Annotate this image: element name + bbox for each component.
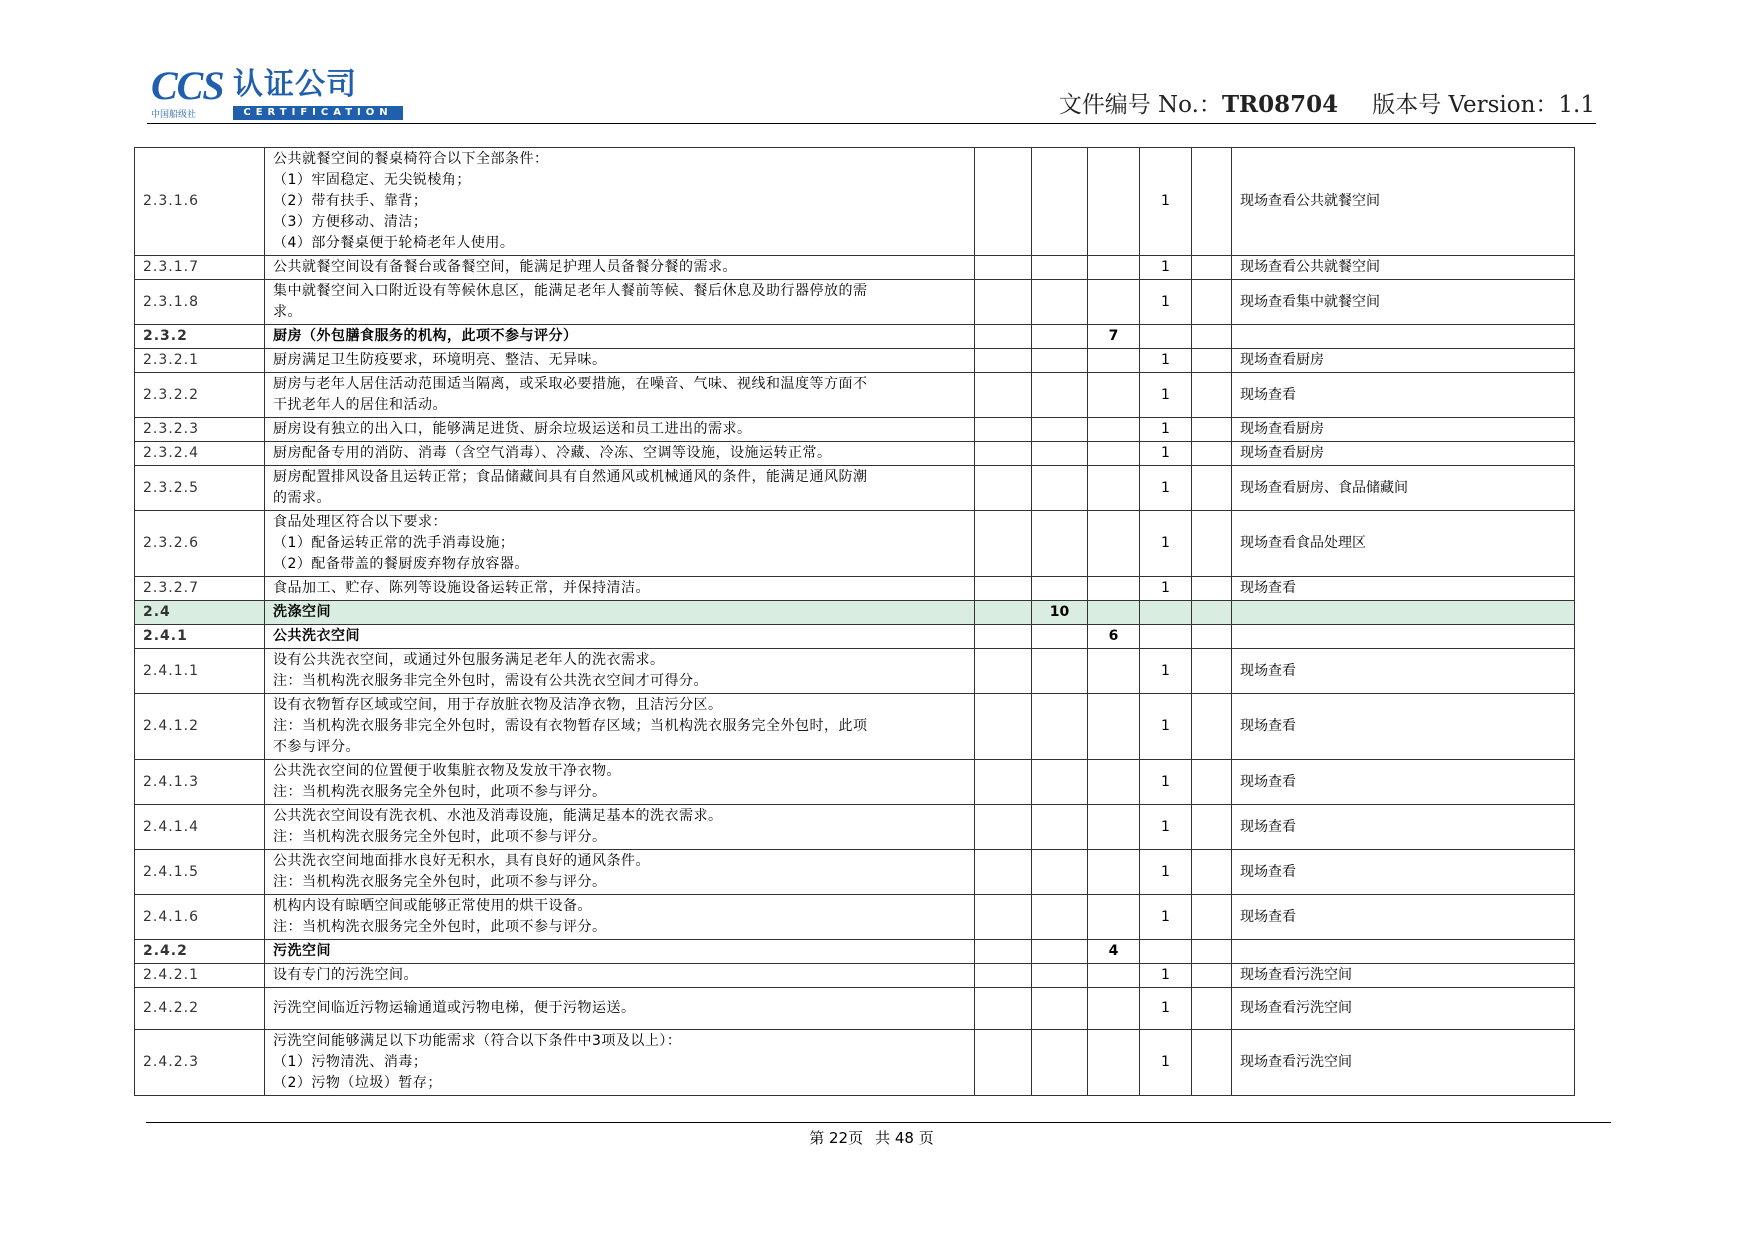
verification-method: 现场查看污洗空间 [1232,988,1575,1030]
item-criterion [265,418,975,442]
subcategory-score [1088,805,1140,850]
criterion-line: 设有衣物暂存区域或空间，用于存放脏衣物及洁净衣物，且洁污分区。 [273,697,723,713]
item-code: 2.3.2.7 [135,577,265,601]
table-row [135,964,1575,988]
item-code: 2.3.2.1 [135,349,265,373]
ccs-logo [151,63,403,122]
item-score: 1 [1140,511,1192,577]
category-score [1032,895,1088,940]
item-code: 2.3.1.8 [135,280,265,325]
item-code: 2.3.2 [135,325,265,349]
score-col-5 [1192,148,1232,256]
category-score [1032,694,1088,760]
score-col-1 [975,349,1032,373]
subcategory-score [1088,148,1140,256]
table-row [135,349,1575,373]
subcategory-score [1088,649,1140,694]
score-col-5 [1192,1030,1232,1096]
criterion-line: 洗涤空间 [273,604,331,620]
score-col-5 [1192,256,1232,280]
criterion-line: （1）污物清洗、消毒； [273,1054,428,1070]
item-score: 1 [1140,1030,1192,1096]
score-col-1 [975,988,1032,1030]
score-col-1 [975,511,1032,577]
verification-method: 现场查看 [1232,850,1575,895]
item-score: 1 [1140,694,1192,760]
category-score [1032,148,1088,256]
item-score: 1 [1140,148,1192,256]
score-col-1 [975,694,1032,760]
verification-method: 现场查看公共就餐空间 [1232,256,1575,280]
criterion-line: 厨房满足卫生防疫要求，环境明亮、整洁、无异味。 [273,352,607,368]
criterion-line: 公共洗衣空间设有洗衣机、水池及消毒设施，能满足基本的洗衣需求。 [273,808,723,824]
criterion-line: 公共就餐空间设有备餐台或备餐空间，能满足护理人员备餐分餐的需求。 [273,259,737,275]
table-row [135,940,1575,964]
criterion-line: 污洗空间 [273,943,331,959]
item-score: 1 [1140,280,1192,325]
item-score: 1 [1140,805,1192,850]
item-criterion [265,805,975,850]
page-number [0,1127,1743,1149]
table-row [135,148,1575,256]
page-total: 共 48 页 [875,1129,934,1147]
category-score [1032,256,1088,280]
table-row [135,280,1575,325]
score-col-1 [975,964,1032,988]
verification-method: 现场查看 [1232,895,1575,940]
score-col-5 [1192,442,1232,466]
table-row [135,325,1575,349]
document-number [1059,90,1595,120]
category-score [1032,805,1088,850]
logo-ccs-text: CCS [151,63,224,108]
score-col-1 [975,940,1032,964]
criterion-line: 厨房配置排风设备且运转正常；食品储藏间具有自然通风或机械通风的条件，能满足通风防潮 [273,469,868,485]
subcategory-score [1088,694,1140,760]
doc-no-label: 文件编号 No.： [1058,92,1222,118]
item-criterion [265,511,975,577]
score-col-5 [1192,895,1232,940]
item-score [1140,601,1192,625]
score-col-1 [975,256,1032,280]
item-score: 1 [1140,466,1192,511]
criterion-line: 的需求。 [273,490,331,506]
category-score [1032,964,1088,988]
verification-method: 现场查看 [1232,373,1575,418]
criterion-line: 设有公共洗衣空间，或通过外包服务满足老年人的洗衣需求。 [273,652,665,668]
item-criterion [265,442,975,466]
item-score: 1 [1140,988,1192,1030]
category-score [1032,442,1088,466]
score-col-5 [1192,940,1232,964]
category-score [1032,1030,1088,1096]
subcategory-score [1088,349,1140,373]
table-row [135,418,1575,442]
item-criterion [265,601,975,625]
criterion-line: 注：当机构洗衣服务完全外包时，此项不参与评分。 [273,874,607,890]
logo-certification-band: CERTIFICATION [233,106,403,120]
criterion-line: 公共洗衣空间 [273,628,360,644]
category-score [1032,373,1088,418]
score-col-1 [975,577,1032,601]
criterion-line: 厨房配备专用的消防、消毒（含空气消毒）、冷藏、冷冻、空调等设施，设施运转正常。 [273,445,832,461]
criterion-line: 污洗空间临近污物运输通道或污物电梯，便于污物运送。 [273,1000,636,1016]
page-current: 第 22页 [809,1129,864,1147]
criterion-line: （3）方便移动、清洁； [273,214,428,230]
criterion-line: 厨房（外包膳食服务的机构，此项不参与评分） [273,328,578,344]
verification-method: 现场查看厨房、食品储藏间 [1232,466,1575,511]
subcategory-score: 6 [1088,625,1140,649]
item-criterion [265,988,975,1030]
category-score [1032,940,1088,964]
score-col-5 [1192,373,1232,418]
verification-method: 现场查看公共就餐空间 [1232,148,1575,256]
criterion-line: 注：当机构洗衣服务完全外包时，此项不参与评分。 [273,919,607,935]
verification-method: 现场查看厨房 [1232,349,1575,373]
item-score: 1 [1140,373,1192,418]
score-col-1 [975,466,1032,511]
criterion-line: 集中就餐空间入口附近设有等候休息区，能满足老年人餐前等候、餐后休息及助行器停放的需 [273,283,868,299]
subcategory-score [1088,988,1140,1030]
item-code: 2.4.1.5 [135,850,265,895]
subcategory-score [1088,850,1140,895]
verification-method: 现场查看厨房 [1232,418,1575,442]
verification-method [1232,940,1575,964]
score-col-1 [975,148,1032,256]
item-code: 2.3.2.2 [135,373,265,418]
subcategory-score [1088,760,1140,805]
item-code: 2.4.2 [135,940,265,964]
score-col-5 [1192,466,1232,511]
score-col-1 [975,280,1032,325]
item-code: 2.4.2.1 [135,964,265,988]
verification-method: 现场查看集中就餐空间 [1232,280,1575,325]
item-code: 2.4.2.3 [135,1030,265,1096]
item-code: 2.4.1 [135,625,265,649]
criterion-line: 不参与评分。 [273,739,360,755]
table-row [135,373,1575,418]
criterion-line: （2）配备带盖的餐厨废弃物存放容器。 [273,556,529,572]
table-row [135,625,1575,649]
score-col-1 [975,601,1032,625]
score-col-5 [1192,850,1232,895]
score-col-5 [1192,625,1232,649]
subcategory-score: 7 [1088,325,1140,349]
item-code: 2.4.1.4 [135,805,265,850]
item-code: 2.3.1.7 [135,256,265,280]
score-col-5 [1192,760,1232,805]
item-criterion [265,625,975,649]
score-col-5 [1192,325,1232,349]
criterion-line: 注：当机构洗衣服务完全外包时，此项不参与评分。 [273,829,607,845]
score-col-5 [1192,349,1232,373]
item-criterion [265,466,975,511]
table-row [135,649,1575,694]
subcategory-score [1088,895,1140,940]
subcategory-score [1088,511,1140,577]
category-score [1032,349,1088,373]
criterion-line: 求。 [273,304,302,320]
doc-no-value: TR08704 [1221,91,1339,118]
table-row [135,256,1575,280]
score-col-1 [975,850,1032,895]
criterion-line: 食品加工、贮存、陈列等设施设备运转正常，并保持清洁。 [273,580,650,596]
score-col-1 [975,895,1032,940]
verification-method: 现场查看食品处理区 [1232,511,1575,577]
item-score: 1 [1140,649,1192,694]
verification-method: 现场查看 [1232,577,1575,601]
score-col-1 [975,373,1032,418]
score-col-1 [975,625,1032,649]
subcategory-score [1088,1030,1140,1096]
item-score: 1 [1140,418,1192,442]
category-score [1032,418,1088,442]
subcategory-score [1088,577,1140,601]
table-row [135,442,1575,466]
verification-method: 现场查看厨房 [1232,442,1575,466]
item-criterion [265,895,975,940]
criterion-line: 公共就餐空间的餐桌椅符合以下全部条件： [273,151,549,167]
score-col-5 [1192,418,1232,442]
item-criterion [265,325,975,349]
table-row [135,988,1575,1030]
score-col-5 [1192,964,1232,988]
table-row [135,466,1575,511]
score-col-1 [975,325,1032,349]
evaluation-table [134,147,1575,1096]
subcategory-score [1088,418,1140,442]
item-criterion [265,649,975,694]
criterion-line: 注：当机构洗衣服务非完全外包时，需设有公共洗衣空间才可得分。 [273,673,708,689]
criterion-line: （2）污物（垃圾）暂存； [273,1075,442,1091]
table-row [135,760,1575,805]
verification-method [1232,625,1575,649]
category-score [1032,325,1088,349]
category-score [1032,466,1088,511]
item-criterion [265,280,975,325]
criterion-line: （4）部分餐桌便于轮椅老年人使用。 [273,235,515,251]
item-code: 2.4.2.2 [135,988,265,1030]
item-code: 2.3.2.3 [135,418,265,442]
header-divider [147,123,1596,124]
criterion-line: （1）配备运转正常的洗手消毒设施； [273,535,515,551]
category-score [1032,760,1088,805]
item-score [1140,325,1192,349]
table-body [135,148,1575,1096]
item-criterion [265,256,975,280]
table-row [135,511,1575,577]
score-col-5 [1192,988,1232,1030]
criterion-line: 厨房设有独立的出入口，能够满足进货、厨余垃圾运送和员工进出的需求。 [273,421,752,437]
category-score [1032,988,1088,1030]
category-score [1032,577,1088,601]
item-criterion [265,850,975,895]
score-col-1 [975,442,1032,466]
verification-method: 现场查看 [1232,694,1575,760]
item-score [1140,940,1192,964]
criterion-line: 机构内设有晾晒空间或能够正常使用的烘干设备。 [273,898,592,914]
table-row [135,577,1575,601]
score-col-5 [1192,805,1232,850]
verification-method: 现场查看 [1232,805,1575,850]
criterion-line: 注：当机构洗衣服务非完全外包时，需设有衣物暂存区域；当机构洗衣服务完全外包时，此项 [273,718,868,734]
criterion-line: 厨房与老年人居住活动范围适当隔离，或采取必要措施，在噪音、气味、视线和温度等方面不 [273,376,868,392]
criterion-line: 食品处理区符合以下要求： [273,514,447,530]
item-criterion [265,760,975,805]
verification-method: 现场查看污洗空间 [1232,1030,1575,1096]
item-score: 1 [1140,349,1192,373]
doc-version: 版本号 Version：1.1 [1372,92,1595,118]
subcategory-score [1088,280,1140,325]
table-row [135,601,1575,625]
item-criterion [265,1030,975,1096]
item-code: 2.4 [135,601,265,625]
item-score: 1 [1140,850,1192,895]
criterion-line: 干扰老年人的居住和活动。 [273,397,447,413]
score-col-1 [975,805,1032,850]
item-code: 2.3.1.6 [135,148,265,256]
table-row [135,694,1575,760]
item-code: 2.3.2.5 [135,466,265,511]
category-score [1032,511,1088,577]
score-col-1 [975,649,1032,694]
item-code: 2.4.1.6 [135,895,265,940]
item-criterion [265,940,975,964]
item-score: 1 [1140,895,1192,940]
item-criterion [265,964,975,988]
criterion-line: （2）带有扶手、靠背； [273,193,428,209]
item-code: 2.4.1.3 [135,760,265,805]
table-row [135,805,1575,850]
item-criterion [265,148,975,256]
subcategory-score: 4 [1088,940,1140,964]
criterion-line: （1）牢固稳定、无尖锐棱角； [273,172,471,188]
item-score: 1 [1140,577,1192,601]
category-score [1032,625,1088,649]
subcategory-score [1088,373,1140,418]
footer-divider [146,1122,1611,1123]
subcategory-score [1088,964,1140,988]
category-score: 10 [1032,601,1088,625]
score-col-1 [975,418,1032,442]
score-col-5 [1192,511,1232,577]
criterion-line: 注：当机构洗衣服务完全外包时，此项不参与评分。 [273,784,607,800]
verification-method: 现场查看污洗空间 [1232,964,1575,988]
item-score: 1 [1140,442,1192,466]
category-score [1032,280,1088,325]
logo-company-name: 认证公司 [233,67,357,102]
item-score [1140,625,1192,649]
subcategory-score [1088,256,1140,280]
subcategory-score [1088,466,1140,511]
category-score [1032,649,1088,694]
logo-society-name: 中国船级社 [151,110,197,120]
verification-method: 现场查看 [1232,760,1575,805]
verification-method [1232,601,1575,625]
item-criterion [265,373,975,418]
item-score: 1 [1140,964,1192,988]
score-col-5 [1192,601,1232,625]
criterion-line: 设有专门的污洗空间。 [273,967,418,983]
category-score [1032,850,1088,895]
score-col-5 [1192,280,1232,325]
item-code: 2.4.1.2 [135,694,265,760]
item-criterion [265,577,975,601]
criterion-line: 公共洗衣空间地面排水良好无积水，具有良好的通风条件。 [273,853,650,869]
table-row [135,895,1575,940]
item-code: 2.3.2.4 [135,442,265,466]
criterion-line: 公共洗衣空间的位置便于收集脏衣物及发放干净衣物。 [273,763,621,779]
table-row [135,850,1575,895]
item-score: 1 [1140,760,1192,805]
item-code: 2.3.2.6 [135,511,265,577]
criterion-line: 污洗空间能够满足以下功能需求（符合以下条件中3项及以上）： [273,1033,682,1049]
subcategory-score [1088,442,1140,466]
score-col-1 [975,760,1032,805]
item-code: 2.4.1.1 [135,649,265,694]
table-row [135,1030,1575,1096]
score-col-5 [1192,577,1232,601]
verification-method: 现场查看 [1232,649,1575,694]
score-col-5 [1192,649,1232,694]
score-col-5 [1192,694,1232,760]
item-score: 1 [1140,256,1192,280]
item-criterion [265,694,975,760]
verification-method [1232,325,1575,349]
score-col-1 [975,1030,1032,1096]
item-criterion [265,349,975,373]
subcategory-score [1088,601,1140,625]
